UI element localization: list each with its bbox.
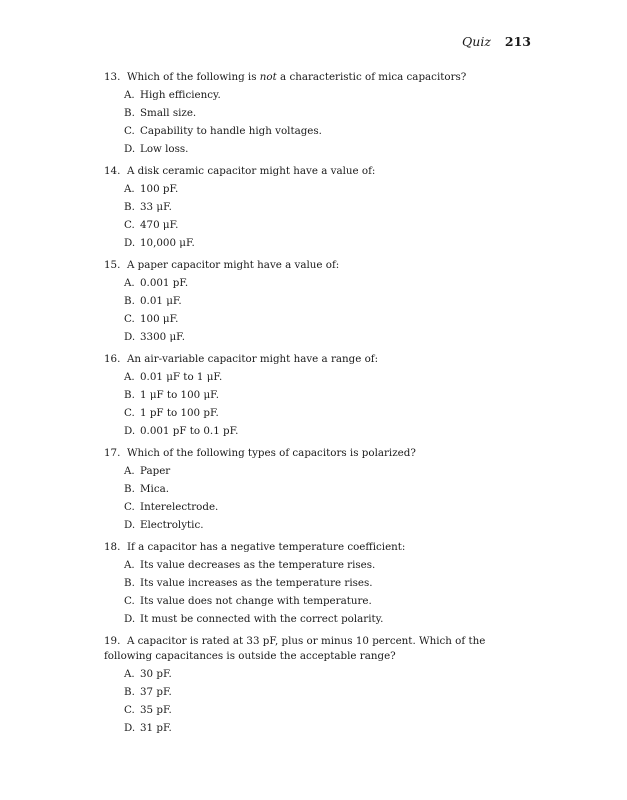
answer-option [124,464,534,482]
answer-option [124,558,534,576]
option-letter: A. [124,89,135,101]
answer-option [124,703,534,721]
option-letter: B. [124,107,135,119]
stem-text: Which of the following types of capacitors is polarized? [126,447,416,459]
option-text: Low loss. [140,143,189,155]
answer-option [124,312,534,330]
answer-option [124,218,534,236]
option-letter: B. [124,201,135,213]
answer-option [124,330,534,348]
option-text: 31 pF. [140,722,172,734]
option-letter: A. [124,465,135,477]
answer-option [124,200,534,218]
option-letter: C. [124,125,135,137]
stem-text: Which of the following is [126,71,260,83]
question-16 [104,352,534,442]
question-stem [104,540,534,555]
option-letter: C. [124,313,135,325]
answer-option [124,685,534,703]
option-text: 3300 μF. [140,331,185,343]
question-stem [104,446,534,461]
section-title: Quiz [462,34,491,49]
option-letter: A. [124,668,135,680]
option-text: 470 μF. [140,219,179,231]
option-letter: C. [124,595,135,607]
answer-option [124,388,534,406]
option-text: 35 pF. [140,704,172,716]
answer-option [124,124,534,142]
answer-option [124,294,534,312]
answer-option [124,276,534,294]
question-number: 17. [104,447,121,459]
option-letter: C. [124,219,135,231]
option-text: 1 pF to 100 pF. [140,407,219,419]
question-number: 19. [104,635,121,647]
option-letter: B. [124,483,135,495]
option-text: 0.01 μF to 1 μF. [140,371,223,383]
question-stem [104,634,534,664]
question-number: 13. [104,71,121,83]
option-letter: D. [124,143,136,155]
answer-option [124,594,534,612]
question-number: 15. [104,259,121,271]
question-stem [104,70,534,85]
option-letter: B. [124,686,135,698]
option-letter: D. [124,425,136,437]
option-letter: B. [124,389,135,401]
option-text: Interelectrode. [140,501,219,513]
question-19 [104,634,534,739]
answer-option [124,500,534,518]
answer-option [124,88,534,106]
option-text: Its value does not change with temperature. [140,595,372,607]
answer-option [124,482,534,500]
answer-option [124,142,534,160]
answer-option [124,721,534,739]
option-letter: B. [124,577,135,589]
answer-option [124,406,534,424]
option-text: 10,000 μF. [140,237,195,249]
answer-option [124,518,534,536]
question-17 [104,446,534,536]
question-15 [104,258,534,348]
question-stem [104,352,534,367]
option-letter: C. [124,501,135,513]
option-text: It must be connected with the correct polarity. [140,613,384,625]
answer-option [124,106,534,124]
option-text: 0.001 pF to 0.1 pF. [140,425,239,437]
stem-text: A capacitor is rated at 33 pF, plus or minus 10 percent. Which of the following capacitances is outside the acceptable range? [104,635,486,662]
option-text: Its value decreases as the temperature rises. [140,559,376,571]
question-18 [104,540,534,630]
question-stem [104,258,534,273]
answer-option [124,612,534,630]
running-header [462,34,531,49]
question-number: 16. [104,353,121,365]
answer-option [124,370,534,388]
question-14 [104,164,534,254]
page-number: 213 [504,34,531,49]
answer-option [124,182,534,200]
option-letter: A. [124,183,135,195]
option-letter: A. [124,371,135,383]
option-letter: A. [124,277,135,289]
option-text: Small size. [140,107,197,119]
stem-text: An air-variable capacitor might have a range of: [126,353,379,365]
option-letter: C. [124,407,135,419]
question-13 [104,70,534,160]
option-letter: D. [124,722,136,734]
option-letter: D. [124,237,136,249]
option-letter: C. [124,704,135,716]
option-text: 0.001 pF. [140,277,189,289]
question-stem [104,164,534,179]
option-text: 100 pF. [140,183,179,195]
option-letter: A. [124,559,135,571]
option-text: 37 pF. [140,686,172,698]
stem-text: If a capacitor has a negative temperature coefficient: [126,541,406,553]
option-text: 0.01 μF. [140,295,182,307]
question-list [104,70,534,739]
option-letter: D. [124,331,136,343]
option-text: Its value increases as the temperature rises. [140,577,373,589]
option-text: Capability to handle high voltages. [140,125,322,137]
option-text: 1 μF to 100 μF. [140,389,219,401]
question-number: 14. [104,165,121,177]
option-text: 33 μF. [140,201,172,213]
answer-option [124,236,534,254]
answer-option [124,667,534,685]
option-letter: B. [124,295,135,307]
option-letter: D. [124,613,136,625]
answer-option [124,576,534,594]
stem-text: A disk ceramic capacitor might have a value of: [126,165,376,177]
answer-option [124,424,534,442]
stem-text: A paper capacitor might have a value of: [126,259,340,271]
stem-text: a characteristic of mica capacitors? [276,71,467,83]
option-text: 30 pF. [140,668,172,680]
option-text: Paper [140,465,171,477]
stem-emphasis: not [259,71,277,83]
option-text: 100 μF. [140,313,179,325]
option-letter: D. [124,519,136,531]
option-text: Electrolytic. [140,519,204,531]
question-number: 18. [104,541,121,553]
option-text: High efficiency. [140,89,221,101]
option-text: Mica. [140,483,170,495]
